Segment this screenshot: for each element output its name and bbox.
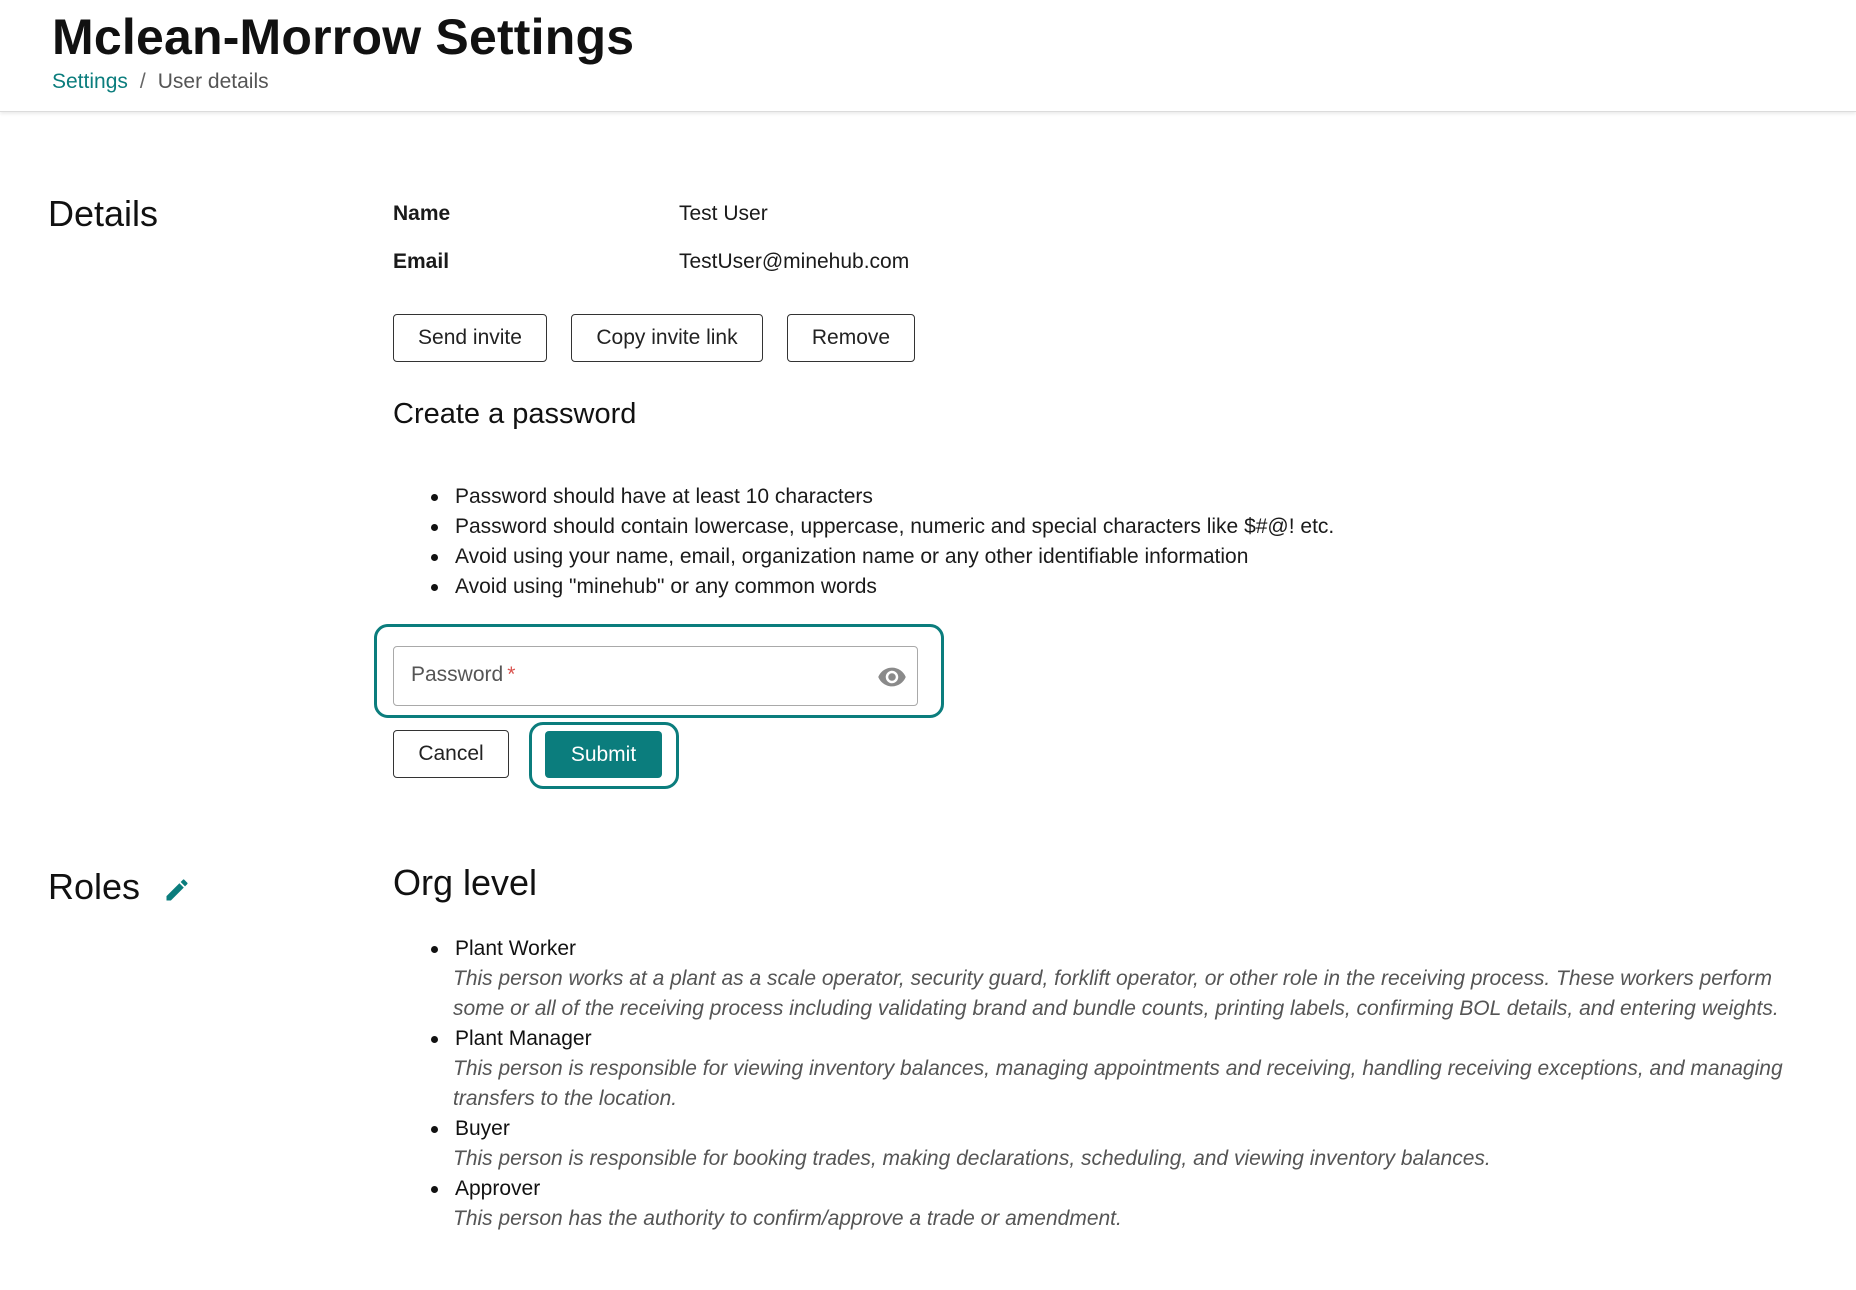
password-rule: Avoid using your name, email, organization name or any other identifiable information — [455, 542, 1555, 572]
page-title: Mclean-Morrow Settings — [52, 9, 635, 65]
role-name: Approver — [455, 1177, 541, 1200]
breadcrumb-separator: / — [139, 70, 146, 93]
role-item — [455, 934, 1855, 1024]
eye-icon[interactable] — [877, 662, 907, 692]
required-marker: * — [507, 663, 516, 686]
name-label: Name — [393, 202, 451, 225]
role-name: Plant Manager — [455, 1027, 592, 1050]
send-invite-button[interactable]: Send invite — [393, 314, 547, 362]
roles-heading: Roles — [48, 866, 141, 907]
name-value: Test User — [679, 202, 768, 225]
details-heading: Details — [48, 193, 159, 234]
pencil-edit-icon[interactable] — [163, 876, 191, 904]
role-item — [455, 1024, 1855, 1114]
remove-button[interactable]: Remove — [787, 314, 915, 362]
role-description: This person is responsible for viewing inventory balances, managing appointments and receiving, handling receiving exceptions, and managing transfers to the location. — [453, 1057, 1783, 1110]
role-item — [455, 1174, 1855, 1234]
password-rule: Avoid using "minehub" or any common words — [455, 572, 1555, 602]
role-description: This person works at a plant as a scale operator, security guard, forklift operator, or other role in the receiving process. These workers perform some or all of the receiving process including validating brand and bundle counts, printing labels, confirming BOL details, and entering weights. — [453, 967, 1779, 1020]
page-header — [0, 0, 1856, 112]
role-name: Plant Worker — [455, 937, 576, 960]
role-description: This person has the authority to confirm/approve a trade or amendment. — [453, 1207, 1122, 1230]
copy-invite-link-button[interactable]: Copy invite link — [571, 314, 763, 362]
role-description: This person is responsible for booking trades, making declarations, scheduling, and viewing inventory balances. — [453, 1147, 1491, 1170]
breadcrumb-settings-link[interactable]: Settings — [52, 70, 128, 93]
roles-list — [393, 934, 1855, 1234]
password-rule: Password should contain lowercase, uppercase, numeric and special characters like $#@! etc. — [455, 512, 1555, 542]
role-item — [455, 1114, 1855, 1174]
password-rules-list — [393, 482, 1555, 602]
password-field[interactable] — [393, 646, 918, 706]
password-rule: Password should have at least 10 characters — [455, 482, 1555, 512]
submit-button[interactable]: Submit — [545, 731, 662, 778]
breadcrumb — [52, 70, 269, 94]
create-password-heading: Create a password — [393, 398, 637, 430]
cancel-button[interactable]: Cancel — [393, 730, 509, 778]
email-label: Email — [393, 250, 450, 273]
email-value: TestUser@minehub.com — [679, 250, 910, 273]
password-field-label: Password * — [411, 663, 516, 686]
org-level-heading: Org level — [393, 862, 538, 903]
role-name: Buyer — [455, 1117, 510, 1140]
breadcrumb-current: User details — [157, 70, 269, 93]
